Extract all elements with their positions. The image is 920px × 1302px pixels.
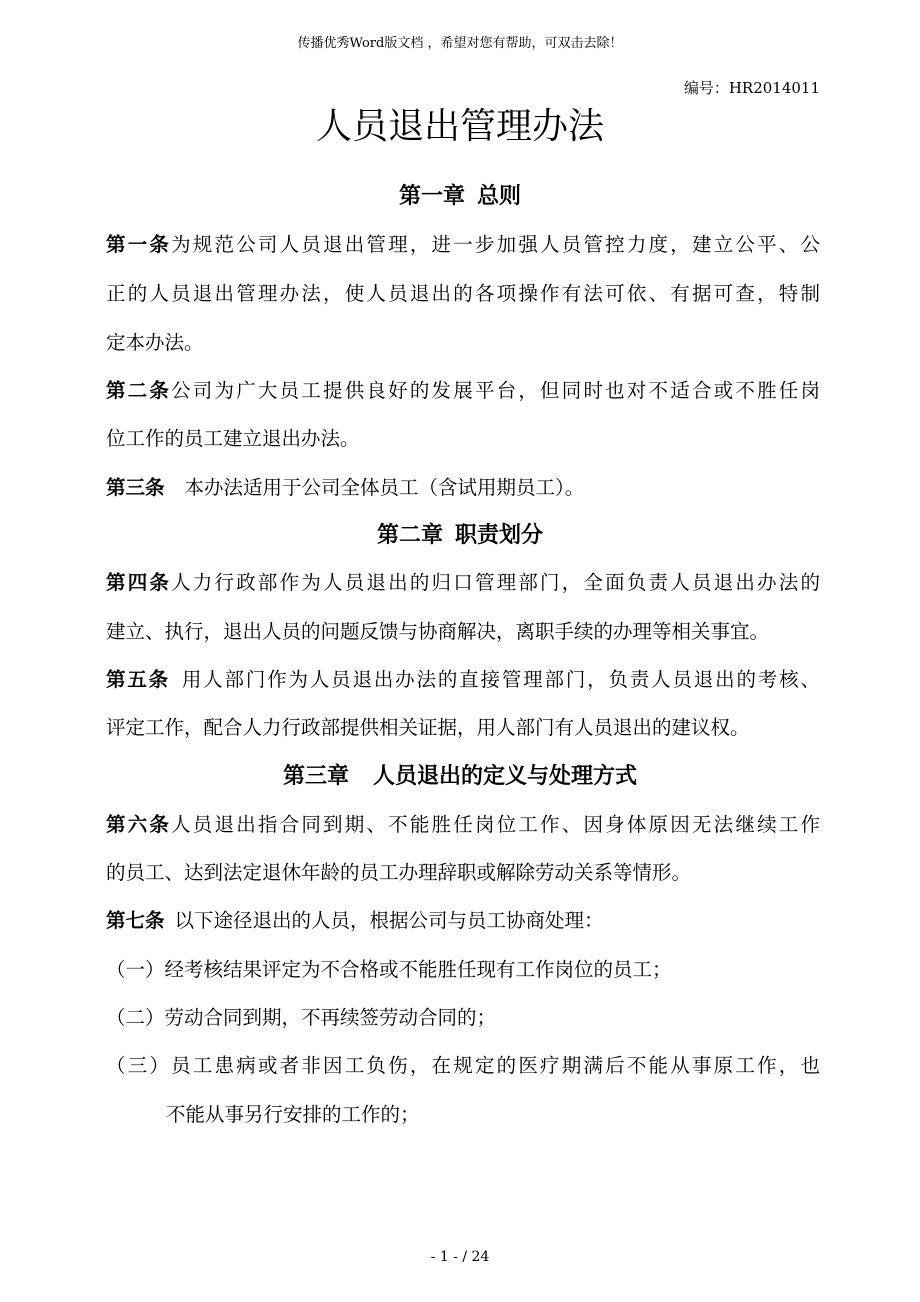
list-item-text: 不能从事另行安排的工作的； [166, 1103, 420, 1126]
article-text: 本办法适用于公司全体员工（含试用期员工）。 [184, 476, 585, 499]
chapter-heading [0, 760, 920, 792]
article-text: 为规范公司人员退出管理，进一步加强人员管控力度，建立公平、公 [171, 233, 820, 256]
document-header-note: 传播优秀Word版文档 ，希望对您有帮助，可双击去除！ [297, 36, 623, 51]
article-text: 评定工作，配合人力行政部提供相关证据，用人部门有人员退出的建议权。 [106, 716, 750, 739]
list-item [106, 1051, 820, 1081]
article-line [106, 568, 820, 598]
article-line [106, 617, 820, 647]
article-text: 位工作的员工建立退出办法。 [106, 427, 360, 450]
article-line [106, 665, 820, 695]
list-item-text: 经考核结果评定为不合格或不能胜任现有工作岗位的员工； [164, 958, 672, 981]
document-title: 人员退出管理办法 [315, 106, 604, 147]
document-number: 编号：HR2014011 [683, 79, 820, 97]
article-text: 以下途径退出的人员，根据公司与员工协商处理： [174, 909, 604, 932]
article-line [106, 279, 820, 309]
list-item [106, 955, 820, 985]
chapter-number: 第一章 [398, 183, 465, 209]
article-line [106, 230, 820, 260]
article-line [106, 473, 820, 503]
article-line [106, 328, 820, 358]
article-text: 正的人员退出管理办法，使人员退出的各项操作有法可依、有据可查，特制 [106, 282, 820, 305]
article-line [106, 424, 820, 454]
article-text: 建立、执行，退出人员的问题反馈与协商解决，离职手续的办理等相关事宜。 [106, 620, 770, 643]
article-line [106, 906, 820, 936]
chapter-number: 第三章 [282, 763, 349, 789]
article-label: 第七条 [106, 909, 165, 932]
chapter-name: 总则 [477, 183, 522, 209]
list-item-marker: （三） [106, 1054, 172, 1077]
article-label: 第二条 [106, 379, 172, 402]
list-item-text: 劳动合同到期，不再续签劳动合同的； [164, 1006, 497, 1029]
list-item-text: 员工患病或者非因工负伤，在规定的医疗期满后不能从事原工作，也 [171, 1054, 820, 1077]
article-line [106, 376, 820, 406]
chapter-heading [0, 180, 920, 212]
article-label: 第五条 [106, 668, 170, 691]
article-label: 第三条 [106, 476, 165, 499]
article-text: 人员退出指合同到期、不能胜任岗位工作、因身体原因无法继续工作 [171, 813, 820, 836]
article-label: 第四条 [106, 571, 172, 594]
article-text: 的员工、达到法定退休年龄的员工办理辞职或解除劳动关系等情形。 [106, 861, 692, 884]
list-item-marker: （二） [106, 1006, 165, 1029]
article-line [106, 810, 820, 840]
list-item [106, 1003, 820, 1033]
article-text: 人力行政部作为人员退出的归口管理部门，全面负责人员退出办法的 [171, 571, 820, 594]
chapter-heading [0, 519, 920, 551]
article-text: 用人部门作为人员退出办法的直接管理部门，负责人员退出的考核、 [180, 668, 820, 691]
chapter-number: 第二章 [376, 522, 443, 548]
article-line [106, 858, 820, 888]
article-label: 第六条 [106, 813, 172, 836]
chapter-name: 人员退出的定义与处理方式 [373, 763, 638, 789]
article-text: 公司为广大员工提供良好的发展平台，但同时也对不适合或不胜任岗 [171, 379, 820, 402]
list-item-continuation [166, 1100, 820, 1130]
article-label: 第一条 [106, 233, 172, 256]
article-line [106, 713, 820, 743]
list-item-marker: （一） [106, 958, 165, 981]
chapter-name: 职责划分 [455, 522, 544, 548]
article-text: 定本办法。 [106, 331, 204, 354]
page-number: - 1 - / 24 [430, 1249, 490, 1265]
